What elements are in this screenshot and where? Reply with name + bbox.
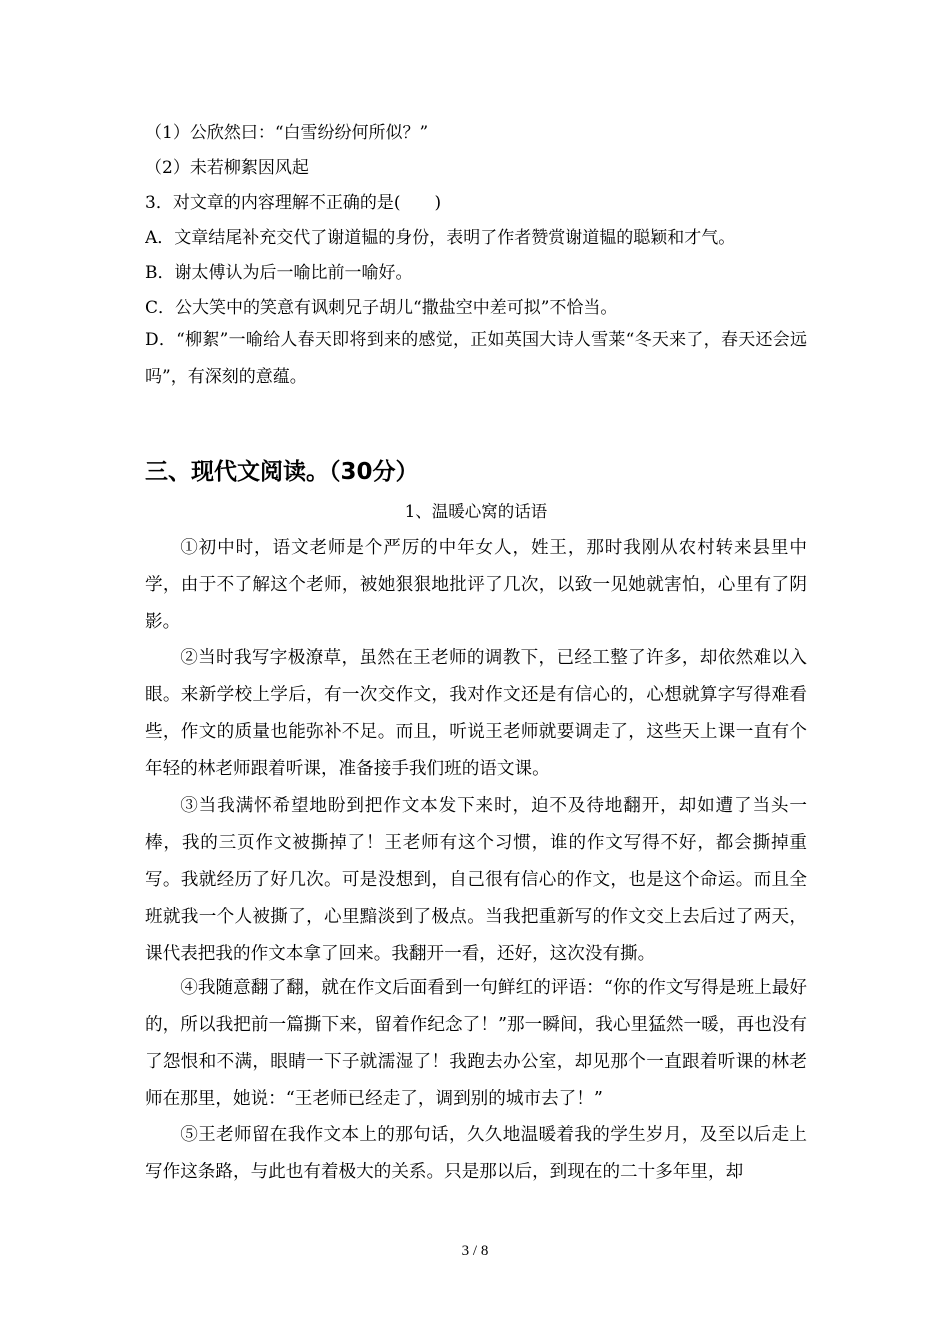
question-3-option-a: A．文章结尾补充交代了谢道韫的身份，表明了作者赞赏谢道韫的聪颖和才气。 <box>145 228 736 248</box>
question-3-option-d: D．“柳絮”一喻给人春天即将到来的感觉，正如英国大诗人雪莱“冬天来了，春天还会远吗”，有深刻的意蕴。 <box>145 330 807 387</box>
article-title: 1、温暖心窝的话语 <box>404 502 548 521</box>
section-title: 三、现代文阅读。（30分） <box>145 459 419 485</box>
question-3-option-b: B．谢太傅认为后一喻比前一喻好。 <box>145 263 413 283</box>
question-2-item-1: （1）公欣然曰：“白雪纷纷何所似？” <box>145 123 429 143</box>
paragraph-3: ③当我满怀希望地盼到把作文本发下来时，迫不及待地翻开，却如遭了当头一棒，我的三页作文被撕掉了！王老师有这个习惯，谁的作文写得不好，都会撕掉重写。我就经历了好几次。可是没想到，自己很有信心的作文，也是这个命运。而且全班就我一个人被撕了，心里黯淡到了极点。当我把重新写的作文交上去后过了两天，课代表把我的作文本拿了回来。我翻开一看，还好，这次没有撕。 <box>145 796 807 964</box>
question-3-option-c: C．公大笑中的笑意有讽刺兄子胡儿“撒盐空中差可拟”不恰当。 <box>145 298 618 318</box>
page-number: 3 / 8 <box>461 1243 489 1259</box>
paragraph-4: ④我随意翻了翻，就在作文后面看到一句鲜红的评语：“你的作文写得是班上最好的，所以我把前一篇撕下来，留着作纪念了！”那一瞬间，我心里猛然一暖，再也没有了怨恨和不满，眼睛一下子就濡湿了！我跑去办公室，却见那个一直跟着听课的林老师在那里，她说：“王老师已经走了，调到别的城市去了！” <box>145 978 807 1109</box>
paragraph-1: ①初中时，语文老师是个严厉的中年女人，姓王，那时我刚从农村转来县里中学，由于不了解这个老师，被她狠狠地批评了几次，以致一见她就害怕，心里有了阴影。 <box>145 538 807 632</box>
paragraph-5: ⑤王老师留在我作文本上的那句话，久久地温暖着我的学生岁月，及至以后走上写作这条路，与此也有着极大的关系。只是那以后，到现在的二十多年里，却 <box>145 1125 807 1182</box>
paragraph-2: ②当时我写字极潦草，虽然在王老师的调教下，已经工整了许多，却依然难以入眼。来新学校上学后，有一次交作文，我对作文还是有信心的，心想就算字写得难看些，作文的质量也能弥补不足。而且，听说王老师就要调走了，这些天上课一直有个年轻的林老师跟着听课，准备接手我们班的语文课。 <box>145 648 807 779</box>
question-3-stem: 3．对文章的内容理解不正确的是( ) <box>145 193 442 213</box>
question-2-item-2: （2）未若柳絮因风起 <box>145 158 309 178</box>
